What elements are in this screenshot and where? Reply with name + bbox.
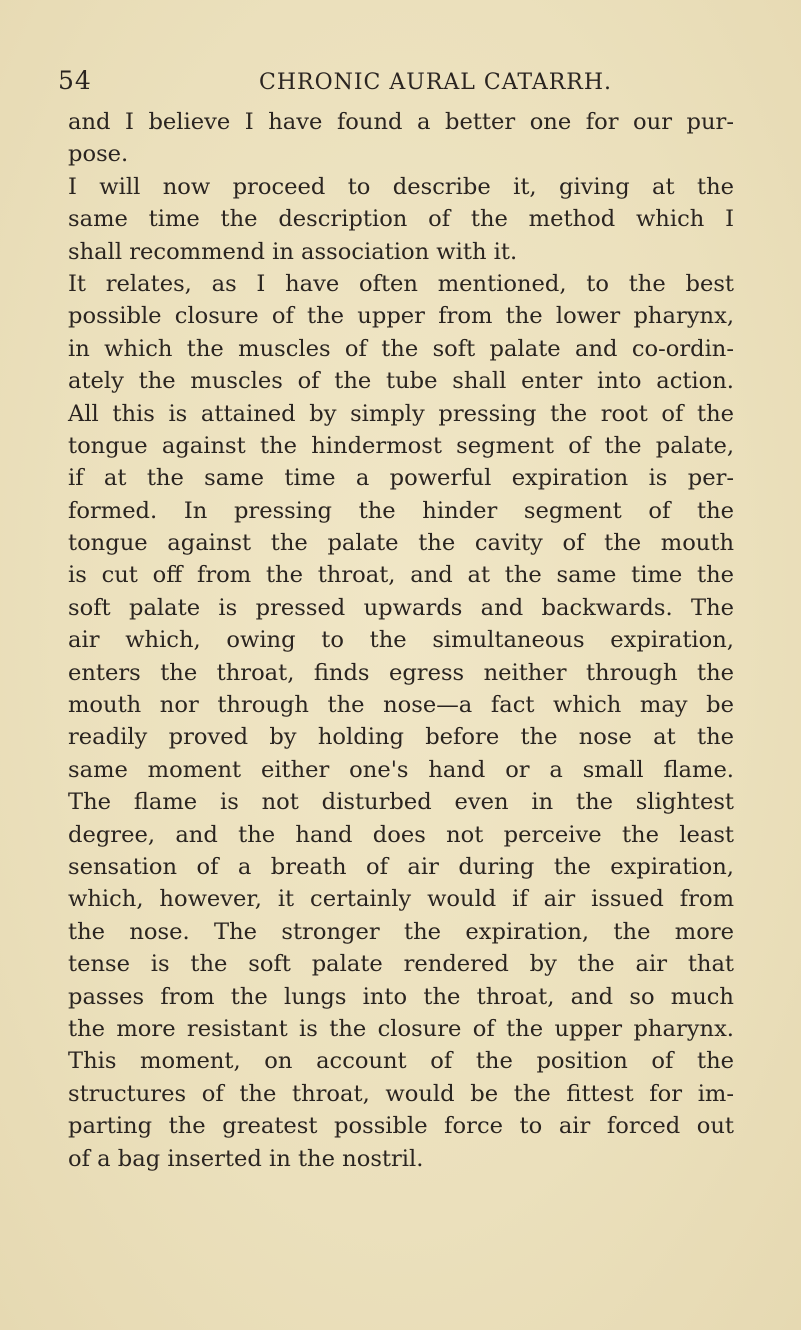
text-line: I will now proceed to describe it, giving at the: [68, 173, 734, 200]
text-line: ately the muscles of the tube shall enter into action.: [68, 368, 734, 395]
page-number: 54: [58, 66, 92, 95]
text-line: degree, and the hand does not perceive the least: [68, 821, 734, 848]
text-line: if at the same time a powerful expiration is per-: [68, 465, 734, 492]
text-line: mouth nor through the nose—a fact which may be: [68, 692, 734, 719]
text-line: parting the greatest possible force to air forced out: [68, 1113, 734, 1140]
text-line: the more resistant is the closure of the upper pharynx.: [68, 1015, 734, 1042]
text-line: formed. In pressing the hinder segment of the: [68, 497, 734, 524]
text-line: in which the muscles of the soft palate and co-ordin-: [68, 335, 734, 362]
text-line: This moment, on account of the position of the: [68, 1048, 734, 1075]
text-line: structures of the throat, would be the fittest for im-: [68, 1080, 734, 1107]
text-line: The flame is not disturbed even in the slightest: [68, 789, 734, 816]
text-line: tense is the soft palate rendered by the air that: [68, 951, 734, 978]
running-title: CHRONIC AURAL CATARRH.: [259, 70, 613, 95]
text-line: same moment either one's hand or a small flame.: [68, 756, 734, 783]
text-line: the nose. The stronger the expiration, the more: [68, 918, 734, 945]
running-head: [0, 66, 801, 102]
text-line: All this is attained by simply pressing the root of the: [68, 400, 734, 427]
text-line: sensation of a breath of air during the expiration,: [68, 853, 734, 880]
text-line: enters the throat, finds egress neither through the: [68, 659, 734, 686]
text-line: same time the description of the method which I: [68, 206, 734, 233]
text-line: tongue against the hindermost segment of the palate,: [68, 432, 734, 459]
text-line: soft palate is pressed upwards and backwards. The: [68, 594, 734, 621]
text-line: which, however, it certainly would if air issued from: [68, 886, 734, 913]
text-line: air which, owing to the simultaneous expiration,: [68, 627, 734, 654]
text-line: shall recommend in association with it.: [68, 238, 518, 265]
text-line: tongue against the palate the cavity of the mouth: [68, 530, 734, 557]
text-line: and I believe I have found a better one for our pur-: [68, 109, 734, 135]
text-line: is cut off from the throat, and at the same time the: [68, 562, 734, 589]
text-line: passes from the lungs into the throat, and so much: [68, 983, 734, 1010]
text-line: readily proved by holding before the nose at the: [68, 724, 734, 751]
text-line: pose.: [68, 141, 129, 168]
text-line: of a bag inserted in the nostril.: [68, 1145, 424, 1172]
text-line: possible closure of the upper from the lower pharynx,: [68, 303, 734, 330]
text-line: It relates, as I have often mentioned, to the best: [68, 270, 734, 297]
body-text: [68, 106, 734, 1175]
